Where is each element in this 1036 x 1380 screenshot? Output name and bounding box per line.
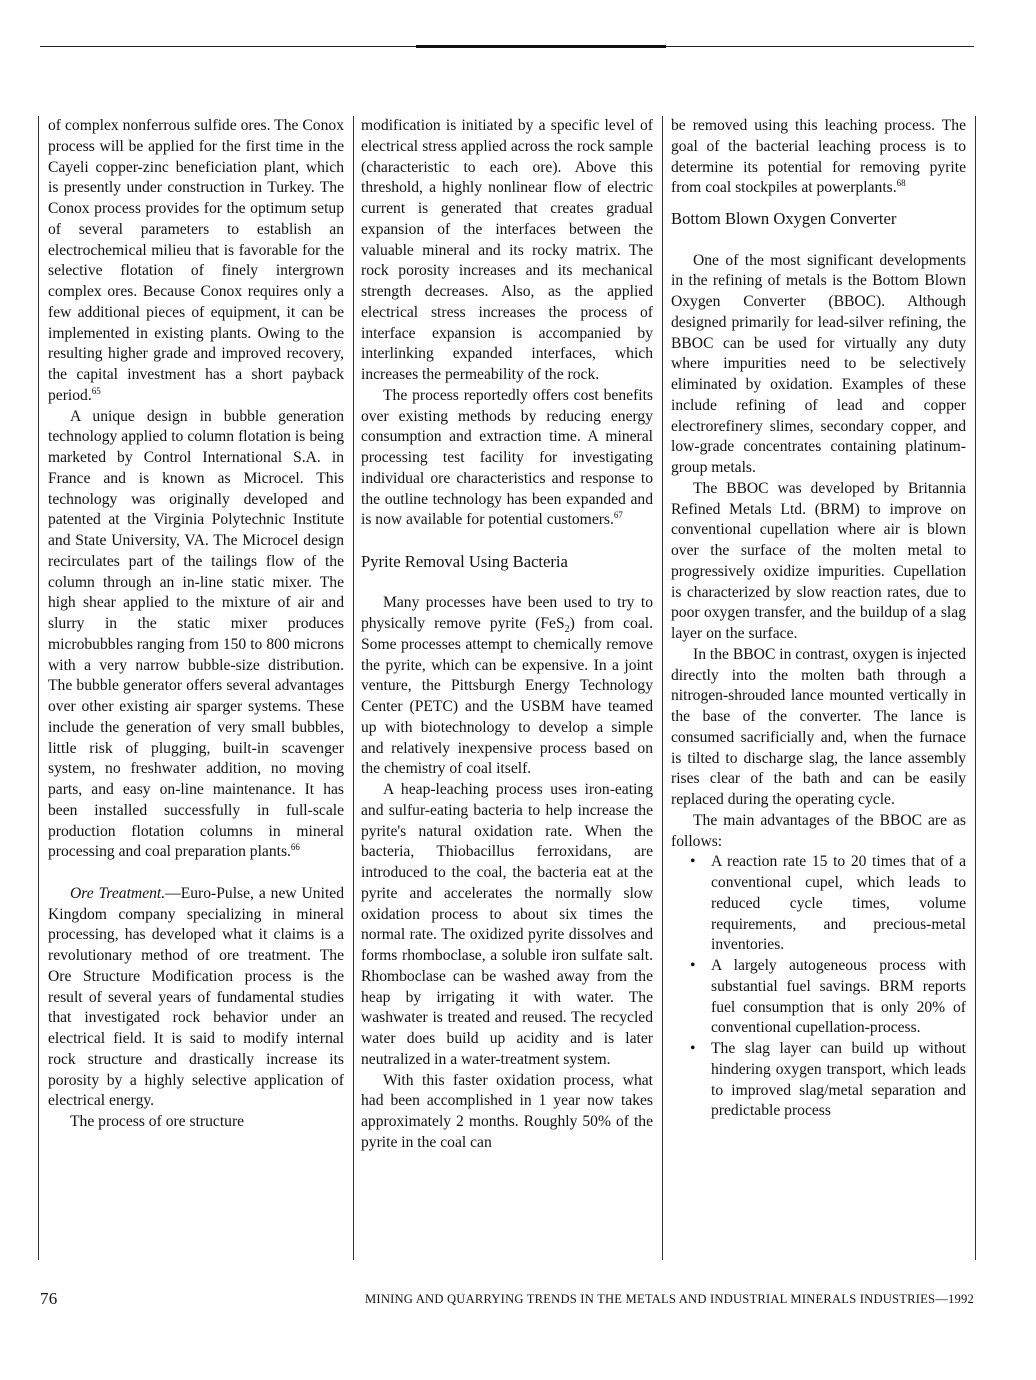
section-heading-pyrite: Pyrite Removal Using Bacteria (361, 551, 568, 571)
column-divider-1 (353, 116, 354, 1260)
run-in-heading: Ore Treatment. (70, 884, 166, 902)
running-title: MINING AND QUARRYING TRENDS IN THE METALS AND INDUSTRIAL MINERALS INDUSTRIES—1992 (365, 1292, 974, 1306)
paragraph-ore-treatment: Ore Treatment.—Euro-Pulse, a new United Kingdom company specializing in mineral processing, has developed what it claims is a revolutionary method of ore treatment. The Ore Structure Modification process is the result of several years of fundamental studies that investigated rock behavior under an electrical field. It is said to modify internal rock structure and drastically increase its porosity by a highly selective application of electrical energy. (48, 884, 344, 1110)
paragraph: One of the most significant developments in the refining of metals is the Bottom Blown Oxygen Converter (BBOC). Although designed primarily for lead-silver refining, the BBOC can be used for virtually any duty where impurities need to be selectively eliminated by oxidation. Examples of these include refining of lead and copper electrorefinery slimes, secondary copper, and low-grade concentrates containing platinum-group metals. (671, 251, 966, 476)
paragraph: Many processes have been used to try to physically remove pyrite (FeS$_2$) from coal. Some processes attempt to chemically remove the pyrite, which can be expensive. In a joint venture, the Pittsburgh Energy Technology Center (PETC) and the USBM have teamed up with biotechnology to develop a simple and relatively inexpensive process based on the chemistry of coal itself. (361, 594, 653, 778)
section-heading-bboc: Bottom Blown Oxygen Converter (671, 209, 897, 228)
bullet-icon: • (690, 853, 696, 871)
column-divider-right (975, 116, 976, 1260)
bullet-icon: • (690, 1040, 696, 1057)
paragraph: A unique design in bubble generation technology applied to column flotation is being marketed by Control International S.A. in France and is known as Microcel. This technology was originally developed and patented at the Virginia Polytechnic Institute and State University, VA. The Microcel design recirculates part of the tailings flow of the column through an in-line static mixer. The high shear applied to the mixture of air and slurry in the static mixer produces microbubbles ranging from 150 to 800 microns with a very narrow bubble-size distribution. The bubble generator offers several advantages over other existing air sparger systems. These include the generation of very small bubbles, little risk of plugging, built-in scavenger system, no freshwater addition, no moving parts, and easy on-line maintenance. It has been installed successfully in full-scale production flotation columns in mineral processing and coal preparation plants.$^{66}$ (48, 407, 344, 861)
advantages-list (671, 852, 966, 1122)
column-1 (48, 116, 344, 1262)
list-item: • The slag layer can build up without hindering oxygen transport, which leads to improved slag/metal separation and predictable process (690, 1040, 966, 1120)
column-3 (671, 116, 966, 1262)
page-footer (40, 1290, 974, 1312)
paragraph: In the BBOC in contrast, oxygen is injected directly into the molten bath through a nitrogen-shrouded lance mounted vertically in the base of the converter. The lance is consumed sacrificially and, when the furnace is tilted to discharge slag, the lance assembly rises clear of the bath and can be easily replaced during the operating cycle. (671, 645, 966, 808)
list-item: • A largely autogeneous process with substantial fuel savings. BRM reports fuel consumption that is only 20% of conventional cupellation-process. (690, 957, 966, 1037)
column-divider-2 (662, 116, 663, 1260)
paragraph: The process reportedly offers cost benefits over existing methods by reducing energy consumption and extraction time. A mineral processing test facility for investigating individual ore characteristics and response to the outline technology has been expanded and is now available for potential customers.$^{67}$ (361, 386, 653, 529)
paragraph: The process of ore structure (70, 1113, 245, 1130)
paragraph: be removed using this leaching process. The goal of the bacterial leaching process is to determine its potential for removing pyrite from coal stockpiles at powerplants.$^{68}$ (671, 117, 966, 197)
footnote-ref: 68 (896, 178, 906, 189)
paragraph: of complex nonferrous sulfide ores. The Conox process will be applied for the first time in the Cayeli copper-zinc beneficiation plant, which is presently under construction in Turkey. The Conox process provides for the optimum setup of several parameters to establish an electrochemical milieu that is favorable for the selective flotation of finely intergrown complex ores. Because Conox requires only a few additional pieces of equipment, it can be implemented in existing plants. Owing to the resulting higher grade and improved recovery, the capital investment has a short payback period.$^{65}$ (48, 117, 344, 404)
paragraph: A heap-leaching process uses iron-eating and sulfur-eating bacteria to help increase the pyrite's natural oxidation rate. When the bacteria, Thiobacillus ferroxidans, are introduced to the coal, the bacteria eat at the pyrite and accelerates the normally slow oxidation process to about six times the normal rate. The oxidized pyrite dissolves and forms rhomboclase, a soluble iron sulfate salt. Rhomboclase can be washed away from the heap by irrigating it with water. The washwater is treated and reused. The recycled water does build up acidity and is later neutralized in a water-treatment system. (361, 781, 653, 1068)
footnote-ref: 66 (290, 842, 300, 853)
column-divider-left (38, 116, 39, 1260)
paragraph: With this faster oxidation process, what had been accomplished in 1 year now takes approximately 2 months. Roughly 50% of the pyrite in the coal can (361, 1071, 653, 1151)
paragraph: modification is initiated by a specific level of electrical stress applied across the rock sample (characteristic to each ore). Above this threshold, a highly nonlinear flow of electric current is generated that creates gradual expansion of the interfaces between the valuable mineral and its rocky matrix. The rock porosity increases and its mechanical strength decreases. Also, as the applied electrical stress increases the process of interface expansion is accompanied by interlinking expanded interfaces, which increases the permeability of the rock. (361, 117, 653, 383)
header-rule-accent (416, 45, 666, 48)
paragraph: The main advantages of the BBOC are as follows: (671, 811, 966, 850)
list-item: • A reaction rate 15 to 20 times that of a conventional cupel, which leads to reduced cycle times, volume requirements, and precious-metal inventories. (690, 853, 966, 954)
column-2 (361, 116, 653, 1262)
page-number: 76 (40, 1289, 58, 1308)
footnote-ref: 67 (613, 510, 623, 521)
paragraph: The BBOC was developed by Britannia Refined Metals Ltd. (BRM) to improve on conventional cupellation where air is blown over the surface of the molten metal to progressively oxidize impurities. Cupellation is characterized by slow reaction rates, due to poor oxygen transfer, and the buildup of a slag layer on the surface. (671, 479, 966, 642)
bullet-icon: • (690, 957, 696, 974)
footnote-ref: 65 (91, 385, 101, 396)
